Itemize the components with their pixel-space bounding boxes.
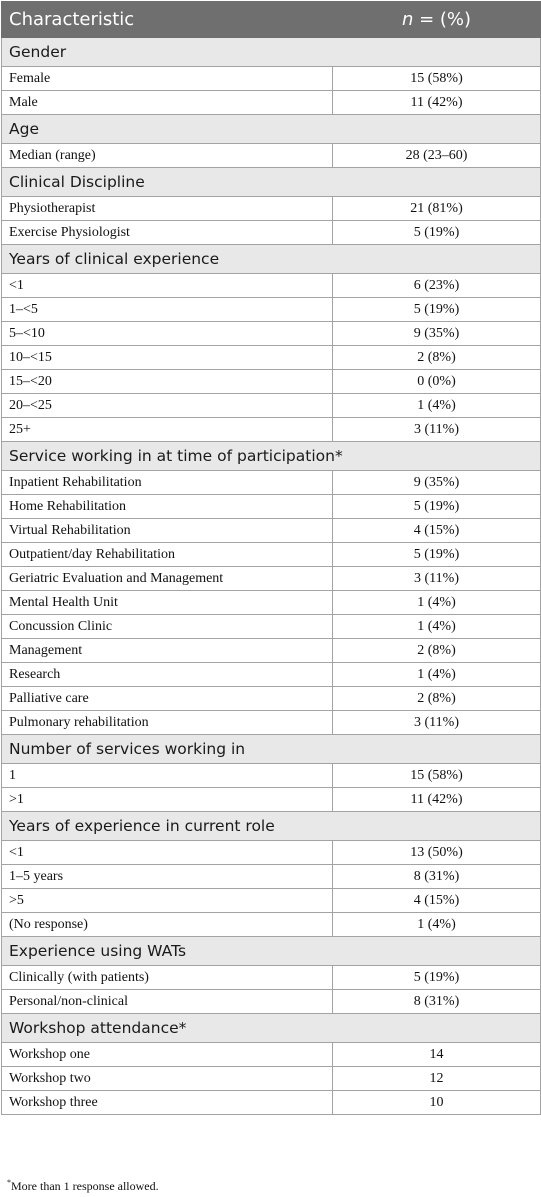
table-row bbox=[2, 274, 541, 298]
row-value: 4 (15%) bbox=[333, 889, 541, 913]
row-value: 0 (0%) bbox=[333, 370, 541, 394]
row-label: Median (range) bbox=[2, 144, 333, 168]
row-value: 1 (4%) bbox=[333, 663, 541, 687]
table-row bbox=[2, 889, 541, 913]
row-label: Exercise Physiologist bbox=[2, 221, 333, 245]
row-label: 25+ bbox=[2, 418, 333, 442]
table-row bbox=[2, 591, 541, 615]
row-value: 8 (31%) bbox=[333, 990, 541, 1014]
row-label: Geriatric Evaluation and Management bbox=[2, 567, 333, 591]
row-label: Workshop three bbox=[2, 1091, 333, 1115]
table-footnote bbox=[7, 1178, 159, 1194]
table-header-row bbox=[2, 2, 541, 38]
section-header-row bbox=[2, 812, 541, 841]
row-label: >5 bbox=[2, 889, 333, 913]
row-label: 5–<10 bbox=[2, 322, 333, 346]
row-value: 11 (42%) bbox=[333, 91, 541, 115]
section-title: Years of experience in current role bbox=[2, 812, 541, 841]
header-characteristic: Characteristic bbox=[2, 2, 333, 38]
table-row bbox=[2, 471, 541, 495]
row-value: 2 (8%) bbox=[333, 346, 541, 370]
table-row bbox=[2, 370, 541, 394]
table-row bbox=[2, 1043, 541, 1067]
row-label: Palliative care bbox=[2, 687, 333, 711]
table-row bbox=[2, 966, 541, 990]
row-label: 1–<5 bbox=[2, 298, 333, 322]
section-header-row bbox=[2, 38, 541, 67]
table-row bbox=[2, 764, 541, 788]
row-label: Clinically (with patients) bbox=[2, 966, 333, 990]
row-label: Female bbox=[2, 67, 333, 91]
table-row bbox=[2, 567, 541, 591]
row-label: 10–<15 bbox=[2, 346, 333, 370]
row-value: 2 (8%) bbox=[333, 639, 541, 663]
table-row bbox=[2, 519, 541, 543]
row-value: 28 (23–60) bbox=[333, 144, 541, 168]
section-title: Clinical Discipline bbox=[2, 168, 541, 197]
row-label: Inpatient Rehabilitation bbox=[2, 471, 333, 495]
table-row bbox=[2, 711, 541, 735]
row-value: 5 (19%) bbox=[333, 221, 541, 245]
section-title: Age bbox=[2, 115, 541, 144]
section-title: Service working in at time of participation* bbox=[2, 442, 541, 471]
row-value: 5 (19%) bbox=[333, 495, 541, 519]
row-value: 5 (19%) bbox=[333, 966, 541, 990]
row-label: 1 bbox=[2, 764, 333, 788]
row-label: Virtual Rehabilitation bbox=[2, 519, 333, 543]
row-value: 21 (81%) bbox=[333, 197, 541, 221]
row-label: Home Rehabilitation bbox=[2, 495, 333, 519]
section-title: Gender bbox=[2, 38, 541, 67]
row-label: 15–<20 bbox=[2, 370, 333, 394]
row-label: Workshop one bbox=[2, 1043, 333, 1067]
section-header-row bbox=[2, 442, 541, 471]
row-label: Personal/non-clinical bbox=[2, 990, 333, 1014]
row-value: 9 (35%) bbox=[333, 471, 541, 495]
header-percent: = (%) bbox=[413, 9, 472, 30]
table-row bbox=[2, 91, 541, 115]
row-label: <1 bbox=[2, 841, 333, 865]
row-value: 6 (23%) bbox=[333, 274, 541, 298]
row-label: Male bbox=[2, 91, 333, 115]
table-row bbox=[2, 322, 541, 346]
section-header-row bbox=[2, 168, 541, 197]
row-value: 13 (50%) bbox=[333, 841, 541, 865]
row-label: Concussion Clinic bbox=[2, 615, 333, 639]
table-row bbox=[2, 197, 541, 221]
row-label: Outpatient/day Rehabilitation bbox=[2, 543, 333, 567]
section-title: Number of services working in bbox=[2, 735, 541, 764]
table-row bbox=[2, 394, 541, 418]
row-value: 9 (35%) bbox=[333, 322, 541, 346]
section-header-row bbox=[2, 115, 541, 144]
table-row bbox=[2, 687, 541, 711]
table-body bbox=[2, 38, 541, 1115]
table-row bbox=[2, 865, 541, 889]
footnote-mark: * bbox=[7, 1178, 11, 1187]
row-label: Research bbox=[2, 663, 333, 687]
row-label: Mental Health Unit bbox=[2, 591, 333, 615]
table-row bbox=[2, 841, 541, 865]
row-value: 3 (11%) bbox=[333, 711, 541, 735]
row-label: 1–5 years bbox=[2, 865, 333, 889]
row-label: Management bbox=[2, 639, 333, 663]
section-title: Years of clinical experience bbox=[2, 245, 541, 274]
table-row bbox=[2, 639, 541, 663]
row-value: 2 (8%) bbox=[333, 687, 541, 711]
row-value: 4 (15%) bbox=[333, 519, 541, 543]
row-label: 20–<25 bbox=[2, 394, 333, 418]
row-value: 1 (4%) bbox=[333, 394, 541, 418]
row-value: 11 (42%) bbox=[333, 788, 541, 812]
table-row bbox=[2, 543, 541, 567]
table-row bbox=[2, 1067, 541, 1091]
characteristics-table bbox=[1, 1, 541, 1115]
header-n: n bbox=[401, 9, 414, 30]
row-value: 15 (58%) bbox=[333, 764, 541, 788]
row-value: 3 (11%) bbox=[333, 418, 541, 442]
row-value: 5 (19%) bbox=[333, 543, 541, 567]
table-row bbox=[2, 221, 541, 245]
section-header-row bbox=[2, 735, 541, 764]
table-row bbox=[2, 1091, 541, 1115]
row-label: >1 bbox=[2, 788, 333, 812]
row-label: (No response) bbox=[2, 913, 333, 937]
row-value: 8 (31%) bbox=[333, 865, 541, 889]
header-n-percent bbox=[333, 2, 541, 38]
row-value: 1 (4%) bbox=[333, 591, 541, 615]
row-label: <1 bbox=[2, 274, 333, 298]
row-value: 1 (4%) bbox=[333, 615, 541, 639]
row-value: 10 bbox=[333, 1091, 541, 1115]
table-row bbox=[2, 663, 541, 687]
row-value: 5 (19%) bbox=[333, 298, 541, 322]
table-row bbox=[2, 615, 541, 639]
table-row bbox=[2, 346, 541, 370]
section-title: Workshop attendance* bbox=[2, 1014, 541, 1043]
row-value: 15 (58%) bbox=[333, 67, 541, 91]
section-header-row bbox=[2, 245, 541, 274]
footnote-text: More than 1 response allowed. bbox=[11, 1179, 159, 1193]
section-title: Experience using WATs bbox=[2, 937, 541, 966]
table-row bbox=[2, 788, 541, 812]
section-header-row bbox=[2, 937, 541, 966]
row-label: Physiotherapist bbox=[2, 197, 333, 221]
row-value: 14 bbox=[333, 1043, 541, 1067]
row-label: Workshop two bbox=[2, 1067, 333, 1091]
table-row bbox=[2, 990, 541, 1014]
table-row bbox=[2, 67, 541, 91]
table-row bbox=[2, 495, 541, 519]
row-value: 3 (11%) bbox=[333, 567, 541, 591]
row-value: 12 bbox=[333, 1067, 541, 1091]
table-row bbox=[2, 144, 541, 168]
row-value: 1 (4%) bbox=[333, 913, 541, 937]
table-row bbox=[2, 298, 541, 322]
row-label: Pulmonary rehabilitation bbox=[2, 711, 333, 735]
table-row bbox=[2, 418, 541, 442]
section-header-row bbox=[2, 1014, 541, 1043]
table-row bbox=[2, 913, 541, 937]
